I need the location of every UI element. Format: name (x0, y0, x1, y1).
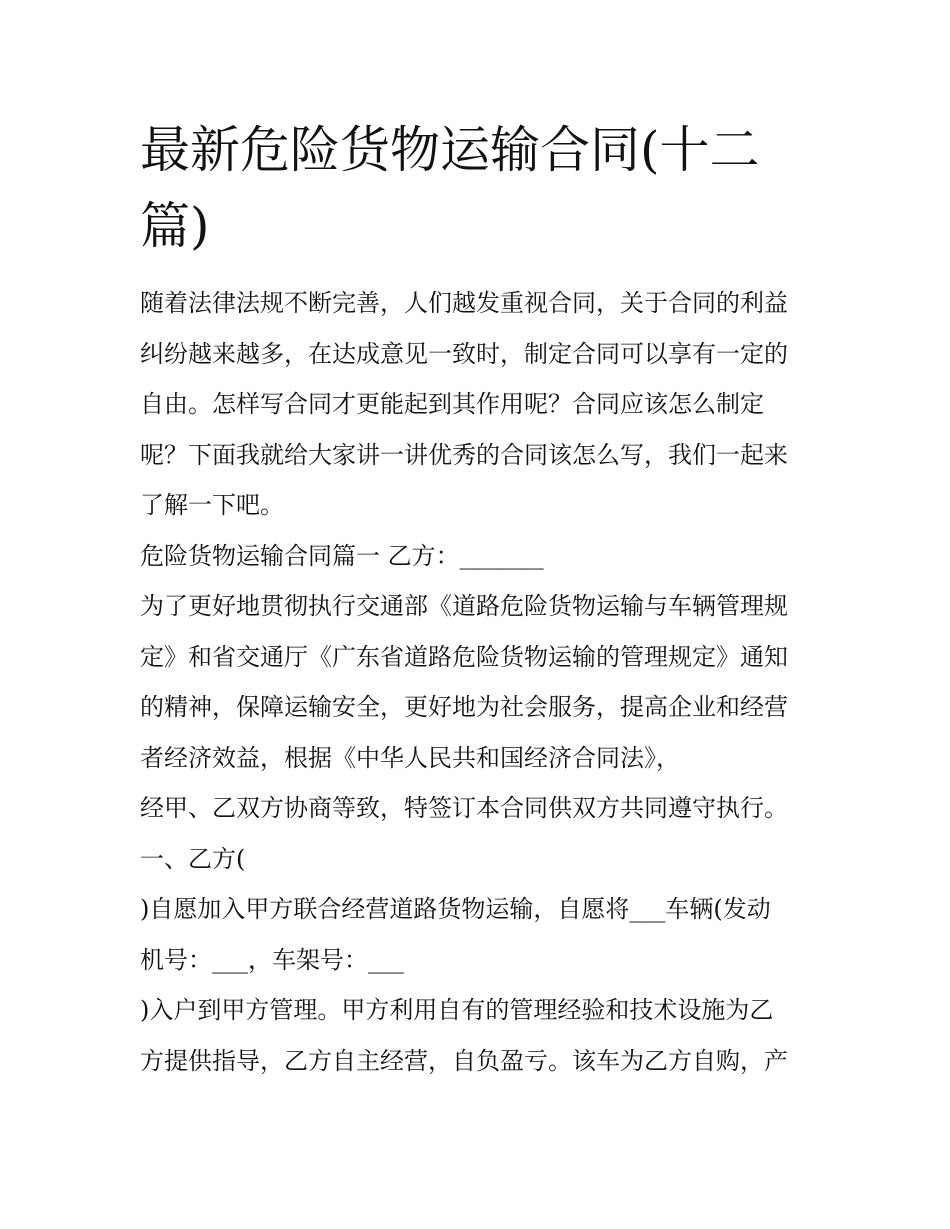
body-line: 自由。怎样写合同才更能起到其作用呢？合同应该怎么制定 (140, 390, 764, 418)
title-line: 最新危险货物运输合同(十二 (140, 121, 760, 179)
body-line: )入户到甲方管理。甲方利用自有的管理经验和技术设施为乙 (140, 996, 774, 1024)
clause-heading: 一、乙方( (140, 844, 246, 873)
body-line: 者经济效益，根据《中华人民共和国经济合同法》， (140, 743, 680, 772)
body-line: 了解一下吧。 (140, 491, 284, 519)
body-line: 呢？下面我就给大家讲一讲优秀的合同该怎么写，我们一起来 (140, 440, 788, 469)
body-line: 方提供指导，乙方自主经营，自负盈亏。该车为乙方自购，产 (140, 1046, 788, 1075)
body-line: )自愿加入甲方联合经营道路货物运输，自愿将___车辆(发动 (140, 895, 771, 923)
body-line: 机号：___，车架号：___ (140, 945, 404, 974)
body-line: 经甲、乙双方协商等致，特签订本合同供双方共同遵守执行。 (140, 794, 788, 822)
body-line: 随着法律法规不断完善，人们越发重视合同，关于合同的利益 (140, 289, 788, 317)
body-line: 为了更好地贯彻执行交通部《道路危险货物运输与车辆管理规 (140, 592, 788, 620)
body-line: 的精神，保障运输安全，更好地为社会服务，提高企业和经营 (140, 693, 788, 721)
document-title (140, 112, 840, 264)
body-line: 纠纷越来越多，在达成意见一致时，制定合同可以享有一定的 (140, 339, 788, 368)
body-line: 定》和省交通厅《广东省道路危险货物运输的管理规定》通知 (140, 642, 788, 671)
document-body (140, 278, 840, 1086)
title-line: 篇) (140, 197, 210, 255)
section-heading: 危险货物运输合同篇一 乙方：_______ (140, 541, 544, 570)
